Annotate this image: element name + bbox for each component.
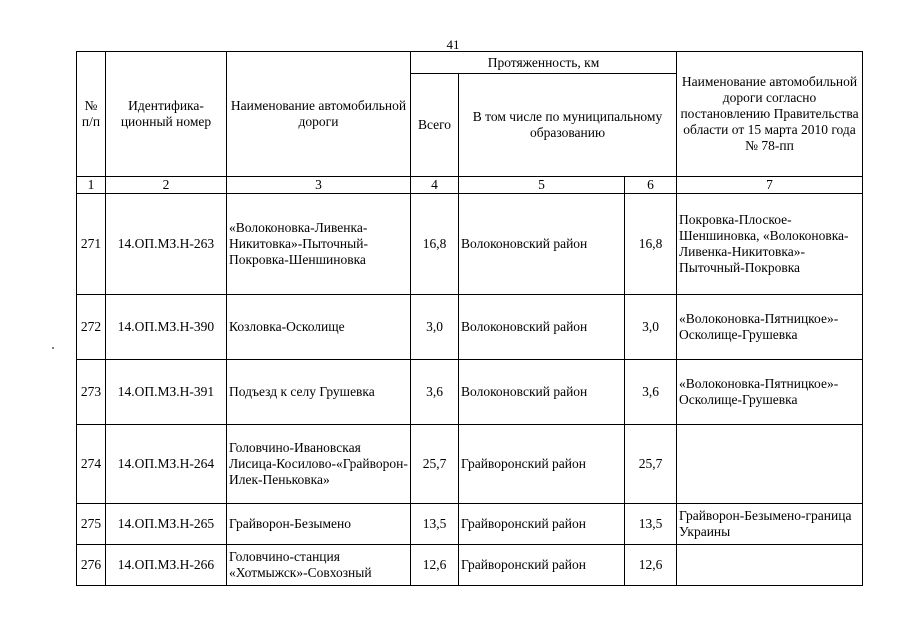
row-road-name: Грайворон-Безымено [227, 504, 411, 545]
row-district-km: 3,0 [625, 295, 677, 360]
row-num: 274 [77, 425, 106, 504]
table-row [77, 545, 863, 586]
row-district: Грайворонский район [459, 504, 625, 545]
row-district: Волоконовский район [459, 295, 625, 360]
row-road-name: Головчино-станция «Хотмыжск»-Совхозный [227, 545, 411, 586]
row-id: 14.ОП.МЗ.Н-263 [106, 194, 227, 295]
col-number: 5 [459, 177, 625, 194]
roads-table [76, 51, 863, 586]
col-number: 1 [77, 177, 106, 194]
row-num: 276 [77, 545, 106, 586]
table-row [77, 194, 863, 295]
row-num: 271 [77, 194, 106, 295]
row-district: Волоконовский район [459, 194, 625, 295]
row-id: 14.ОП.МЗ.Н-391 [106, 360, 227, 425]
table-row [77, 360, 863, 425]
row-decree-name: «Волоконовка-Пятницкое»-Осколище-Грушевка [677, 295, 863, 360]
row-total-km: 16,8 [411, 194, 459, 295]
row-id: 14.ОП.МЗ.Н-265 [106, 504, 227, 545]
row-num: 272 [77, 295, 106, 360]
row-id: 14.ОП.МЗ.Н-266 [106, 545, 227, 586]
header-total: Всего [411, 74, 459, 177]
table-row [77, 504, 863, 545]
col-number: 2 [106, 177, 227, 194]
table-row [77, 425, 863, 504]
row-district-km: 12,6 [625, 545, 677, 586]
row-district-km: 13,5 [625, 504, 677, 545]
col-number: 3 [227, 177, 411, 194]
row-decree-name: «Волоконовка-Пятницкое»-Осколище-Грушевка [677, 360, 863, 425]
header-length-group: Протяженность, км [411, 52, 677, 74]
row-total-km: 12,6 [411, 545, 459, 586]
row-id: 14.ОП.МЗ.Н-264 [106, 425, 227, 504]
column-number-row [77, 177, 863, 194]
header-incl: В том числе по муниципальному образованию [459, 74, 677, 177]
scan-speck [52, 347, 54, 349]
row-id: 14.ОП.МЗ.Н-390 [106, 295, 227, 360]
row-district-km: 25,7 [625, 425, 677, 504]
row-total-km: 3,0 [411, 295, 459, 360]
header-decree: Наименование автомобильной дороги согласно постановлению Правительства области от 15 марта 2010 года № 78-пп [677, 52, 863, 177]
row-district: Волоконовский район [459, 360, 625, 425]
row-decree-name: Грайворон-Безымено-граница Украины [677, 504, 863, 545]
row-decree-name: Покровка-Плоское-Шеншиновка, «Волоконовка-Ливенка-Никитовка»-Пыточный-Покровка [677, 194, 863, 295]
col-number: 7 [677, 177, 863, 194]
row-decree-name [677, 545, 863, 586]
row-district: Грайворонский район [459, 545, 625, 586]
col-number: 6 [625, 177, 677, 194]
row-district: Грайворонский район [459, 425, 625, 504]
header-name: Наименование автомобильной дороги [227, 52, 411, 177]
row-district-km: 3,6 [625, 360, 677, 425]
row-district-km: 16,8 [625, 194, 677, 295]
row-total-km: 25,7 [411, 425, 459, 504]
row-total-km: 3,6 [411, 360, 459, 425]
row-road-name: Козловка-Осколище [227, 295, 411, 360]
header-num: № п/п [77, 52, 106, 177]
col-number: 4 [411, 177, 459, 194]
row-num: 273 [77, 360, 106, 425]
table-row [77, 295, 863, 360]
row-road-name: Головчино-Ивановская Лисица-Косилово-«Грайворон-Илек-Пеньковка» [227, 425, 411, 504]
header-id: Идентифика-ционный номер [106, 52, 227, 177]
row-total-km: 13,5 [411, 504, 459, 545]
row-num: 275 [77, 504, 106, 545]
row-road-name: «Волоконовка-Ливенка-Никитовка»-Пыточный-Покровка-Шеншиновка [227, 194, 411, 295]
row-decree-name [677, 425, 863, 504]
page-number: 41 [446, 37, 460, 52]
row-road-name: Подъезд к селу Грушевка [227, 360, 411, 425]
